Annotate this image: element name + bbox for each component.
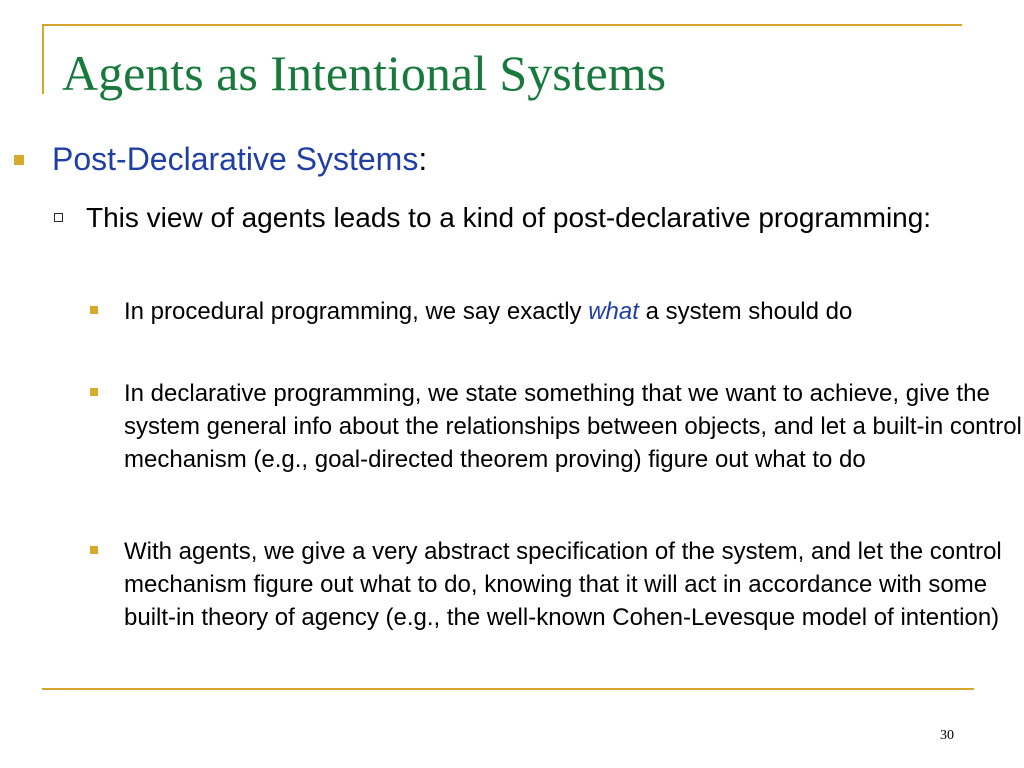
- bullet-level2-text: This view of agents leads to a kind of post-declarative programming:: [86, 202, 932, 233]
- bullet-level1-highlight: Post-Declarative Systems: [52, 141, 419, 177]
- square-bullet-icon: [14, 155, 24, 165]
- square-bullet-icon: [90, 306, 98, 314]
- hollow-square-bullet-icon: [54, 213, 63, 222]
- bullet-level1-text: [52, 136, 427, 182]
- slide-title: Agents as Intentional Systems: [62, 45, 667, 101]
- square-bullet-icon: [90, 388, 98, 396]
- page-number: 30: [940, 728, 954, 743]
- left-frame-rule: [42, 24, 44, 94]
- bullet-level3-text: In declarative programming, we state something that we want to achieve, give the system general info about the relationships between objects, and let a built-in control mechanism (e.g., goal-directed theorem proving) figure out what to do: [124, 380, 1022, 473]
- bullet-level3-text: With agents, we give a very abstract specification of the system, and let the control mechanism figure out what to do, knowing that it will act in accordance with some built-in theory of agency (e.g., the well-known Cohen-Levesque model of intention): [124, 538, 1002, 631]
- bullet-emphasis: what: [588, 298, 639, 325]
- bullet-level3-text: [124, 295, 1024, 328]
- square-bullet-icon: [90, 546, 98, 554]
- top-frame-rule: [42, 24, 962, 26]
- bullet-text-before: In procedural programming, we say exactly: [124, 298, 589, 325]
- bullet-text-after: a system should do: [638, 298, 853, 325]
- bullet-level1-suffix: :: [418, 141, 428, 177]
- bottom-frame-rule: [42, 688, 974, 690]
